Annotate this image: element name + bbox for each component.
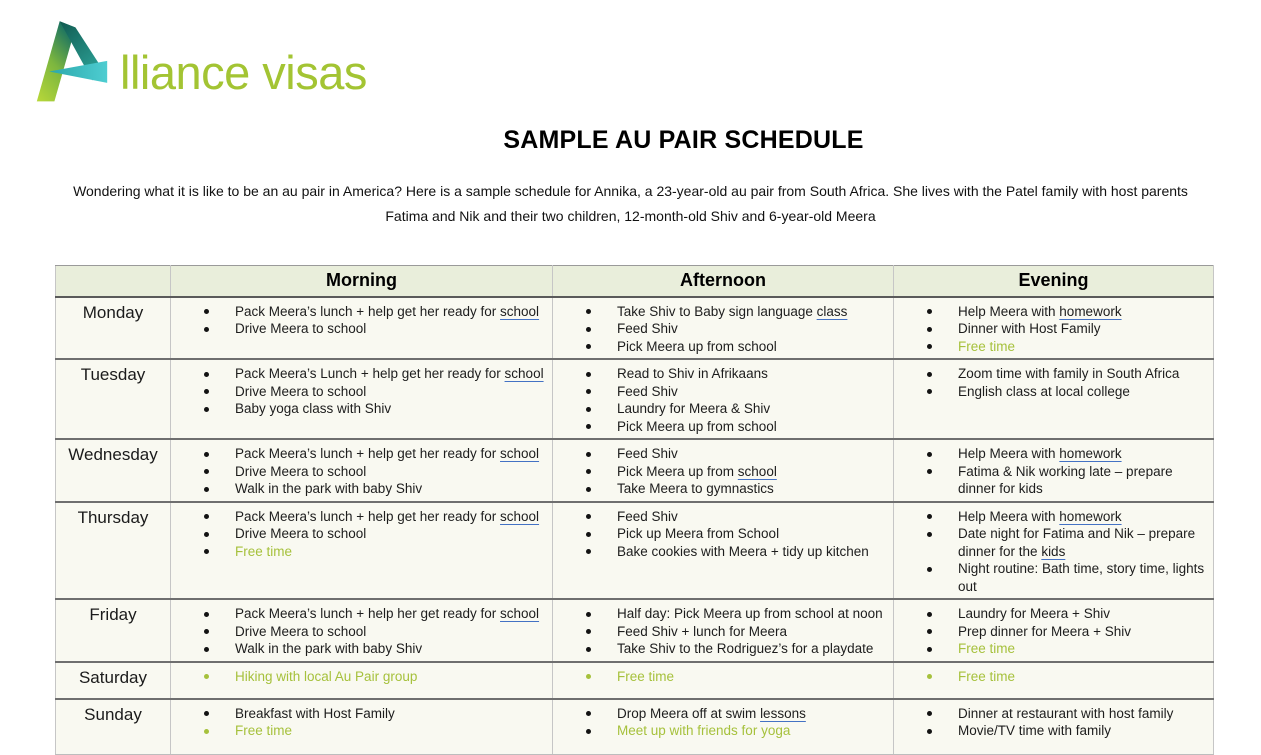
evening-cell (894, 599, 1214, 662)
item-text: Drive Meera to school (235, 383, 367, 399)
task-list (171, 668, 548, 686)
brand-logo-text: lliance visas (120, 46, 367, 99)
task-list (894, 303, 1209, 356)
schedule-item (894, 508, 1209, 526)
link-text[interactable]: kids (1041, 543, 1066, 559)
table-row-monday (56, 297, 1214, 360)
schedule-header (56, 266, 1214, 297)
schedule-item (171, 463, 548, 481)
schedule-item (171, 480, 548, 498)
item-text: Fatima & Nik working late – prepare dinner for kids (958, 463, 1173, 496)
schedule-item (553, 418, 889, 436)
item-text: Take Shiv to Baby sign language (617, 303, 817, 319)
morning-cell (171, 699, 553, 755)
link-text[interactable]: school (500, 446, 540, 461)
schedule-item (553, 320, 889, 338)
task-list (171, 508, 548, 561)
table-row-wednesday (56, 439, 1214, 502)
schedule-item (553, 463, 889, 481)
link-text[interactable]: homework (1059, 508, 1122, 524)
schedule-item (894, 383, 1209, 401)
afternoon-cell (553, 662, 894, 699)
item-text: Drive Meera to school (235, 526, 367, 541)
schedule-table (55, 265, 1214, 755)
schedule-item (553, 525, 889, 543)
item-text: Drive Meera to school (235, 623, 367, 639)
evening-cell (894, 439, 1214, 502)
schedule-item (894, 320, 1209, 338)
schedule-item (894, 560, 1209, 595)
schedule-item (171, 525, 548, 543)
schedule-item (894, 722, 1209, 740)
schedule-item (171, 668, 548, 686)
schedule-item (171, 320, 548, 338)
schedule-item (553, 508, 889, 526)
day-label: Monday (56, 297, 171, 360)
morning-cell (171, 599, 553, 662)
intro-text: Wondering what it is like to be an au pair in America? Here is a sample schedule for Annika, a 23-year-old au pair from South Africa. She lives with the Patel family with host parents Fatima and Nik and their two children, 12-month-old Shiv and 6-year-old Meera (73, 183, 1188, 224)
schedule-item (553, 480, 889, 498)
item-text: Take Shiv to the Rodriguez’s for a playdate (617, 641, 874, 656)
item-text: Meet up with friends for yoga (617, 723, 791, 738)
item-text: Help Meera with (958, 508, 1060, 524)
schedule-item (553, 605, 889, 623)
item-text: Free time (958, 641, 1016, 656)
day-label: Tuesday (56, 359, 171, 439)
item-text: Free time (958, 338, 1016, 354)
evening-cell (894, 297, 1214, 360)
header-morning: Morning (171, 266, 553, 297)
schedule-item (553, 383, 889, 401)
evening-cell (894, 662, 1214, 699)
morning-cell (171, 359, 553, 439)
link-text[interactable]: school (500, 508, 540, 524)
schedule-item (894, 668, 1209, 686)
item-text: English class at local college (958, 383, 1130, 399)
item-text: Take Meera to gymnastics (617, 481, 774, 496)
task-list (894, 445, 1209, 498)
table-row-friday (56, 599, 1214, 662)
link-text[interactable]: school (504, 366, 544, 381)
task-list (894, 668, 1209, 686)
afternoon-cell (553, 439, 894, 502)
task-list (553, 605, 889, 658)
item-text: Feed Shiv (617, 383, 678, 399)
item-text: Movie/TV time with family (958, 723, 1112, 738)
schedule-item (553, 543, 889, 561)
schedule-item (894, 463, 1209, 498)
item-text: Help Meera with (958, 303, 1060, 319)
morning-cell (171, 297, 553, 360)
schedule-item (894, 525, 1209, 560)
item-text: Pick Meera up from (617, 463, 738, 479)
schedule-item (171, 365, 548, 383)
schedule-item (894, 623, 1209, 641)
item-text: Pack Meera’s lunch + help get her ready for (235, 446, 501, 461)
morning-cell (171, 662, 553, 699)
item-text: Free time (235, 723, 293, 738)
schedule-item (553, 668, 889, 686)
day-label: Sunday (56, 699, 171, 755)
link-text[interactable]: school (500, 606, 540, 621)
schedule-item (553, 338, 889, 356)
item-text: Free time (958, 668, 1016, 684)
link-text[interactable]: school (737, 463, 777, 479)
item-text: Night routine: Bath time, story time, lights out (958, 561, 1205, 594)
item-text: Laundry for Meera & Shiv (617, 401, 771, 416)
header-day (56, 266, 171, 297)
task-list (171, 445, 548, 498)
schedule-item (553, 400, 889, 418)
morning-cell (171, 439, 553, 502)
schedule-item (171, 400, 548, 418)
schedule-item (171, 445, 548, 463)
schedule-item (553, 623, 889, 641)
task-list (894, 508, 1209, 596)
item-text: Laundry for Meera + Shiv (958, 606, 1110, 621)
item-text: Feed Shiv (617, 321, 678, 336)
schedule-item (894, 705, 1209, 723)
schedule-item (171, 605, 548, 623)
item-text: Drive Meera to school (235, 463, 367, 479)
afternoon-cell (553, 359, 894, 439)
alliance-ribbon-a-icon (28, 16, 116, 104)
item-text: Bake cookies with Meera + tidy up kitchen (617, 543, 869, 559)
item-text: Pick up Meera from School (617, 526, 780, 541)
link-text[interactable]: class (816, 303, 848, 319)
item-text: Walk in the park with baby Shiv (235, 641, 423, 656)
schedule-item (553, 705, 889, 723)
schedule-item (171, 705, 548, 723)
item-text: Hiking with local Au Pair group (235, 668, 418, 684)
item-text: Pick Meera up from school (617, 418, 777, 434)
header-afternoon: Afternoon (553, 266, 894, 297)
item-text: Feed Shiv (617, 508, 678, 524)
item-text: Pick Meera up from school (617, 338, 777, 354)
item-text: Half day: Pick Meera up from school at noon (617, 606, 883, 621)
task-list (894, 365, 1209, 400)
task-list (553, 508, 889, 561)
day-label: Wednesday (56, 439, 171, 502)
task-list (171, 365, 548, 418)
item-text: Prep dinner for Meera + Shiv (958, 623, 1131, 639)
task-list (553, 365, 889, 435)
item-text: Free time (617, 668, 675, 684)
task-list (171, 303, 548, 338)
schedule-item (171, 303, 548, 321)
schedule-item (894, 445, 1209, 463)
schedule-item (894, 640, 1209, 658)
table-row-thursday (56, 502, 1214, 600)
table-row-sunday (56, 699, 1214, 755)
item-text: Feed Shiv (617, 446, 678, 461)
day-label: Saturday (56, 662, 171, 699)
link-text[interactable]: lessons (760, 705, 806, 721)
evening-cell (894, 359, 1214, 439)
item-text: Zoom time with family in South Africa (958, 366, 1180, 381)
task-list (171, 605, 548, 658)
item-text: Feed Shiv + lunch for Meera (617, 623, 787, 639)
item-text: Dinner with Host Family (958, 321, 1101, 336)
task-list (894, 605, 1209, 658)
item-text: Pack Meera’s Lunch + help get her ready for (235, 366, 505, 381)
item-text: Dinner at restaurant with host family (958, 705, 1174, 721)
schedule-item (171, 640, 548, 658)
task-list (894, 705, 1209, 740)
table-row-saturday (56, 662, 1214, 699)
brand-logo (0, 0, 1261, 104)
schedule-item (553, 365, 889, 383)
link-text[interactable]: homework (1059, 303, 1122, 319)
afternoon-cell (553, 599, 894, 662)
schedule-item (553, 640, 889, 658)
item-text: Pack Meera’s lunch + help get her ready for (235, 303, 501, 319)
afternoon-cell (553, 502, 894, 600)
schedule-item (171, 543, 548, 561)
task-list (553, 668, 889, 686)
day-label: Thursday (56, 502, 171, 600)
evening-cell (894, 502, 1214, 600)
schedule-item (894, 605, 1209, 623)
item-text: Pack Meera’s lunch + help get her ready for (235, 508, 501, 524)
schedule-body (56, 297, 1214, 755)
item-text: Drive Meera to school (235, 321, 367, 336)
schedule-item (171, 508, 548, 526)
item-text: Date night for Fatima and Nik – prepare dinner for the (958, 526, 1196, 559)
item-text: Breakfast with Host Family (235, 705, 395, 721)
link-text[interactable]: school (500, 303, 540, 319)
task-list (553, 303, 889, 356)
evening-cell (894, 699, 1214, 755)
schedule-item (171, 722, 548, 740)
header-row (56, 266, 1214, 297)
schedule-item (894, 365, 1209, 383)
item-text: Read to Shiv in Afrikaans (617, 366, 768, 381)
schedule-item (894, 303, 1209, 321)
schedule-item (553, 722, 889, 740)
task-list (553, 445, 889, 498)
item-text: Help Meera with (958, 446, 1060, 461)
table-row-tuesday (56, 359, 1214, 439)
item-text: Baby yoga class with Shiv (235, 401, 392, 416)
afternoon-cell (553, 297, 894, 360)
page-title: SAMPLE AU PAIR SCHEDULE (503, 126, 864, 154)
day-label: Friday (56, 599, 171, 662)
schedule-item (553, 303, 889, 321)
task-list (553, 705, 889, 740)
task-list (171, 705, 548, 740)
schedule-item (894, 338, 1209, 356)
schedule-item (553, 445, 889, 463)
header-evening: Evening (894, 266, 1214, 297)
morning-cell (171, 502, 553, 600)
schedule-item (171, 623, 548, 641)
item-text: Drop Meera off at swim (617, 705, 761, 721)
link-text[interactable]: homework (1059, 446, 1122, 461)
schedule-item (171, 383, 548, 401)
afternoon-cell (553, 699, 894, 755)
item-text: Walk in the park with baby Shiv (235, 481, 423, 496)
item-text: Pack Meera’s lunch + help her get ready for (235, 606, 501, 621)
item-text: Free time (235, 543, 293, 559)
